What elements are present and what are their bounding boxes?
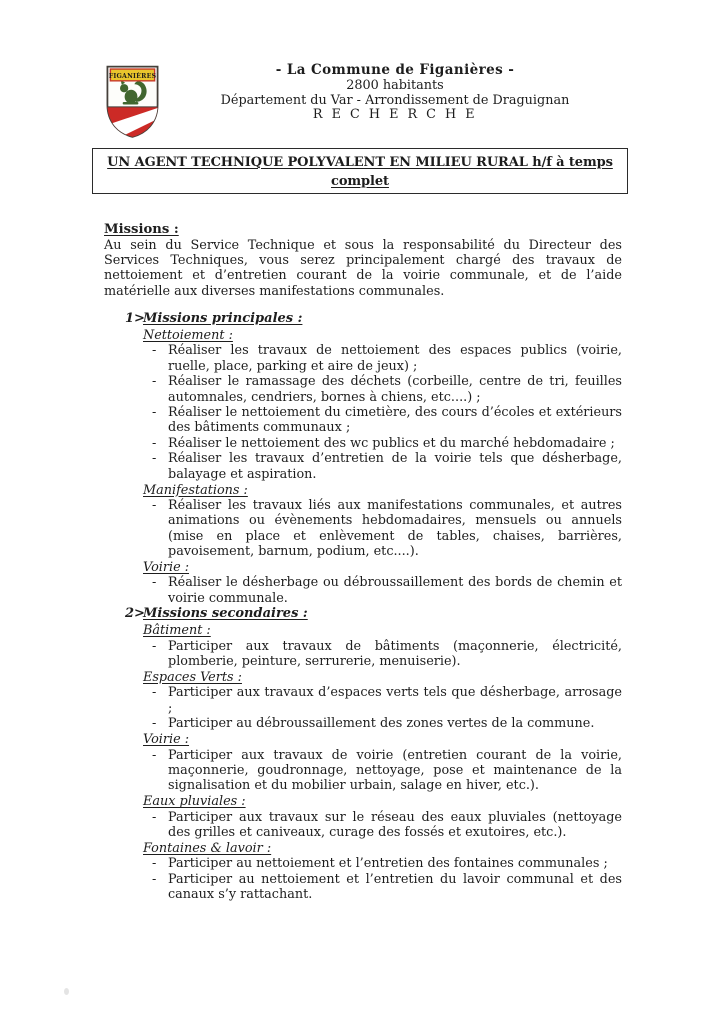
bullet-dash: - [152, 497, 157, 513]
list-item [143, 685, 622, 716]
habitants-line: 2800 habitants [346, 78, 444, 93]
list-item [143, 343, 622, 374]
bullet-dash: - [152, 638, 157, 654]
missions-intro: Au sein du Service Technique et sous la responsabilité du Directeur des Services Techniques, vous serez principalement chargé des travaux de nettoiement et d’entretien courant de la voirie communale, et de l’aide matérielle aux diverses manifestations communales. [104, 237, 622, 299]
list-item [143, 374, 622, 405]
departement-line: Département du Var - Arrondissement de Draguignan [220, 92, 570, 108]
bullet-text: Réaliser le désherbage ou débroussaillement des bords de chemin et voirie communale. [168, 575, 622, 606]
subsection-label: Manifestations : [143, 482, 248, 498]
bullet-text: Participer aux travaux de voirie (entretien courant de la voirie, maçonnerie, goudronnage, nettoyage, pose et maintenance de la signalisation et du mobilier urbain, salage en hiver, etc.). [168, 747, 622, 794]
section-number: 2> [125, 606, 145, 622]
bullet-dash: - [152, 809, 157, 825]
section-title: Missions secondaires : [143, 606, 308, 622]
list-item [143, 872, 622, 903]
sections [0, 311, 724, 903]
bullet-text: Participer aux travaux sur le réseau des eaux pluviales (nettoyage des grilles et caniveaux, curage des fossés et exutoires, etc.). [168, 809, 622, 841]
bullet-dash: - [152, 716, 157, 732]
bullet-text: Réaliser les travaux d’entretien de la voirie tels que désherbage, balayage et aspiration. [168, 451, 622, 482]
section-number: 1> [125, 310, 145, 326]
list-item [143, 810, 622, 841]
vacancy-title-box [92, 148, 628, 194]
document-header [160, 62, 630, 123]
subsection-label: Eaux pluviales : [143, 794, 246, 810]
list-item [143, 498, 622, 560]
subsection-label: Espaces Verts : [143, 670, 242, 685]
bullet-text: Participer aux travaux de bâtiments (maçonnerie, électricité, plomberie, peinture, serrurerie, menuiserie). [168, 638, 622, 670]
list-item [143, 436, 622, 451]
bullet-dash: - [152, 575, 157, 591]
bullet-dash: - [152, 856, 157, 872]
list-item [143, 716, 622, 731]
bullet-dash: - [152, 343, 157, 359]
bullet-dash: - [152, 747, 157, 763]
list-item [143, 639, 622, 670]
subsection-label: Nettoiement : [143, 327, 233, 343]
bullet-text: Participer au débroussaillement des zones vertes de la commune. [168, 716, 595, 732]
missions-heading: Missions : [104, 221, 179, 237]
list-item [143, 405, 622, 436]
section-title: Missions principales : [143, 310, 303, 326]
recherche-line: R E C H E R C H E [312, 107, 478, 123]
bullet-text: Participer aux travaux d’espaces verts tels que désherbage, arrosage ; [168, 685, 622, 716]
list-item [143, 748, 622, 794]
list-item [143, 575, 622, 606]
subsection-label: Bâtiment : [143, 623, 211, 639]
bullet-text: Participer au nettoiement et l’entretien du lavoir communal et des canaux s’y rattachant. [168, 871, 622, 903]
list-item [143, 451, 622, 482]
bullet-dash: - [152, 405, 157, 420]
bullet-text: Réaliser le nettoiement des wc publics et du marché hebdomadaire ; [168, 435, 615, 451]
bullet-text: Réaliser le nettoiement du cimetière, des cours d’écoles et extérieurs des bâtiments communaux ; [168, 405, 622, 436]
commune-coat-of-arms [103, 61, 162, 141]
bullet-dash: - [152, 685, 157, 701]
section-title-row [125, 606, 724, 623]
bullet-dash: - [152, 451, 157, 467]
bullet-dash: - [152, 435, 157, 451]
vacancy-title: UN AGENT TECHNIQUE POLYVALENT EN MILIEU RURAL h/f à temps complet [107, 154, 613, 189]
subsection-label: Fontaines & lavoir : [143, 840, 272, 856]
bullet-dash: - [152, 871, 157, 887]
bullet-text: Réaliser les travaux liés aux manifestations communales, et autres animations ou évènements hebdomadaires, mensuels ou annuels (mise en place et enlèvement de tables, chaises, barrières, pavoisement, barnum, podium, etc....). [168, 497, 622, 560]
bullet-text: Réaliser le ramassage des déchets (corbeille, centre de tri, feuilles automnales, cendriers, bornes à chiens, etc....) ; [168, 374, 622, 405]
scan-speck [64, 988, 69, 995]
section-title-row [125, 311, 724, 328]
section [0, 311, 724, 606]
commune-title: - La Commune de Figanières - [275, 62, 515, 78]
bullet-text: Réaliser les travaux de nettoiement des espaces publics (voirie, ruelle, place, parking et aire de jeux) ; [168, 343, 622, 374]
section [0, 606, 724, 902]
subsection-label: Voirie : [143, 732, 190, 748]
list-item [143, 856, 622, 871]
bullet-dash: - [152, 374, 157, 390]
subsection-label: Voirie : [143, 560, 190, 576]
banner-text: FIGANIÈRES [108, 72, 157, 80]
coat-of-arms-graphic [103, 61, 162, 141]
bullet-text: Participer au nettoiement et l’entretien des fontaines communales ; [168, 856, 608, 872]
